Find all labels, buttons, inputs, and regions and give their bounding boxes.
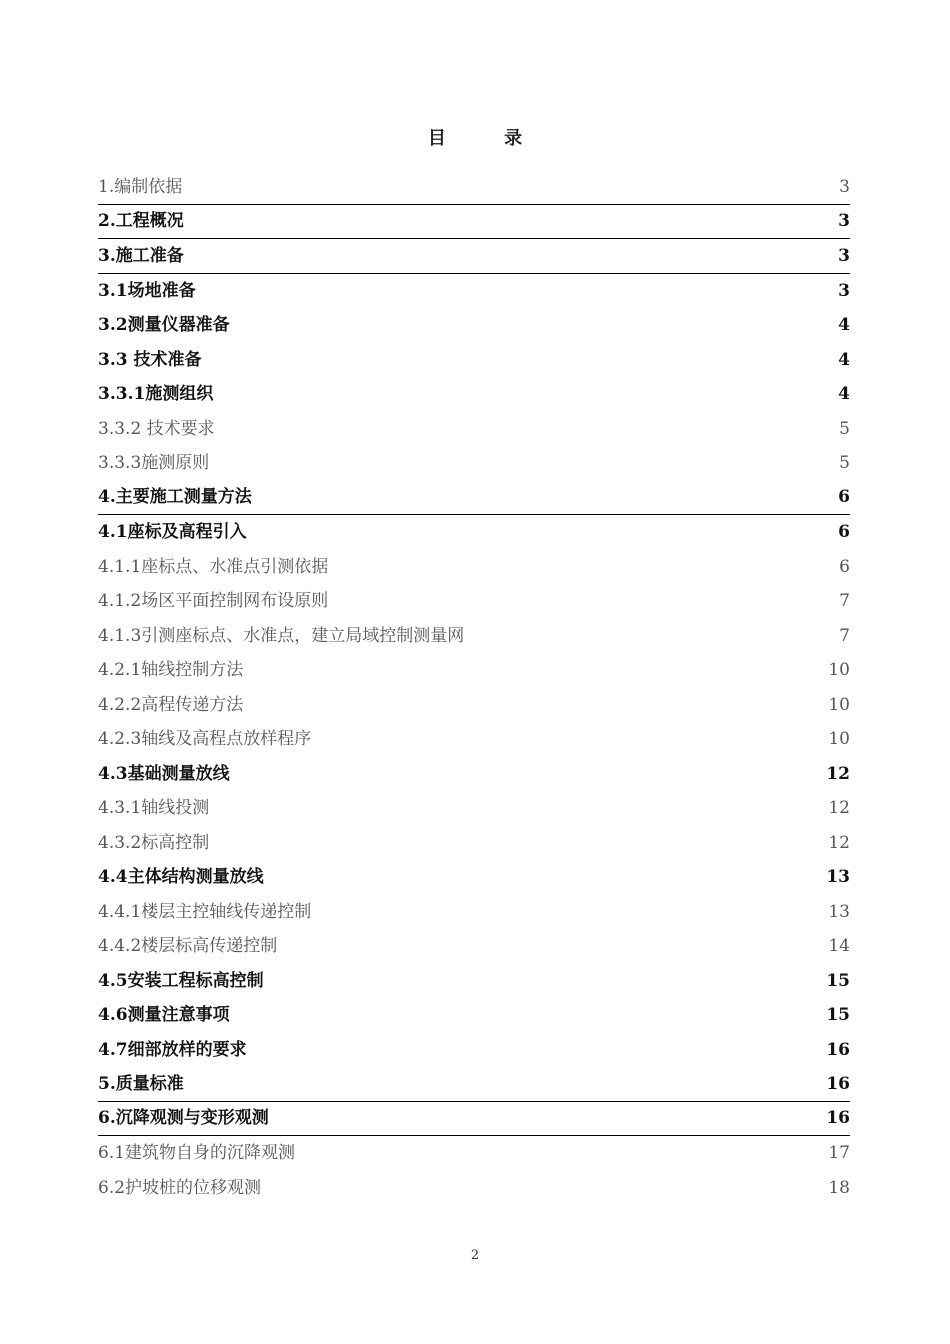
toc-entry-page-number: 12 bbox=[828, 832, 850, 853]
page-number: 2 bbox=[470, 1248, 480, 1263]
toc-entry-page-number: 6 bbox=[838, 522, 850, 543]
toc-entry-label: 3.施工准备 bbox=[98, 245, 184, 266]
toc-entry-label: 4.7细部放样的要求 bbox=[98, 1039, 247, 1060]
toc-entry[interactable] bbox=[98, 1102, 850, 1137]
toc-entry[interactable] bbox=[98, 205, 850, 240]
toc-entry-label: 4.1.1座标点、水准点引测依据 bbox=[98, 556, 329, 577]
toc-entry-page-number: 5 bbox=[839, 453, 850, 474]
toc-entry-label: 5.质量标准 bbox=[98, 1073, 184, 1094]
toc-entry-label: 3.2测量仪器准备 bbox=[98, 315, 230, 336]
toc-entry-label: 4.2.1轴线控制方法 bbox=[98, 660, 244, 681]
toc-entry[interactable] bbox=[98, 1033, 850, 1068]
toc-entry[interactable] bbox=[98, 481, 850, 516]
toc-entry-label: 3.3.1施测组织 bbox=[98, 384, 214, 405]
toc-entry-page-number: 16 bbox=[826, 1108, 850, 1129]
toc-entry-label: 4.2.2高程传递方法 bbox=[98, 694, 244, 715]
toc-entry-label: 4.5安装工程标高控制 bbox=[98, 970, 264, 991]
toc-entry-label: 4.3.1轴线投测 bbox=[98, 798, 210, 819]
toc-entry[interactable] bbox=[98, 239, 850, 274]
toc-entry-label: 3.3.3施测原则 bbox=[98, 453, 210, 474]
toc-entry-label: 6.1建筑物自身的沉降观测 bbox=[98, 1143, 296, 1164]
toc-entry-page-number: 12 bbox=[826, 763, 850, 784]
toc-entry-page-number: 10 bbox=[828, 729, 850, 750]
toc-title: 目 录 bbox=[427, 128, 549, 149]
toc-entry[interactable] bbox=[98, 515, 850, 550]
toc-entry[interactable] bbox=[98, 412, 850, 447]
toc-entry-page-number: 17 bbox=[828, 1143, 850, 1164]
toc-entry-label: 4.4.2楼层标高传递控制 bbox=[98, 936, 278, 957]
toc-entry-page-number: 16 bbox=[826, 1073, 850, 1094]
toc-entry-page-number: 3 bbox=[838, 245, 850, 266]
toc-entry[interactable] bbox=[98, 619, 850, 654]
toc-entry-label: 3.3 技术准备 bbox=[98, 349, 202, 370]
toc-entry[interactable] bbox=[98, 688, 850, 723]
toc-entry[interactable] bbox=[98, 308, 850, 343]
toc-entry-page-number: 4 bbox=[838, 349, 850, 370]
toc-entry[interactable] bbox=[98, 1171, 850, 1206]
toc-entry-label: 6.沉降观测与变形观测 bbox=[98, 1108, 269, 1129]
toc-entry-label: 4.主要施工测量方法 bbox=[98, 487, 252, 508]
toc-entry[interactable] bbox=[98, 343, 850, 378]
toc-entry-page-number: 16 bbox=[826, 1039, 850, 1060]
toc-entry-page-number: 3 bbox=[838, 280, 850, 301]
toc-entry-page-number: 4 bbox=[838, 315, 850, 336]
toc-entry[interactable] bbox=[98, 964, 850, 999]
toc-entry-label: 4.2.3轴线及高程点放样程序 bbox=[98, 729, 312, 750]
toc-entry-page-number: 6 bbox=[839, 556, 850, 577]
toc-entry[interactable] bbox=[98, 377, 850, 412]
toc-entry[interactable] bbox=[98, 446, 850, 481]
toc-entry-label: 4.6测量注意事项 bbox=[98, 1005, 230, 1026]
toc-entry[interactable] bbox=[98, 929, 850, 964]
toc-entry-page-number: 10 bbox=[828, 694, 850, 715]
toc-entry-label: 4.4主体结构测量放线 bbox=[98, 867, 264, 888]
toc-entry-label: 3.1场地准备 bbox=[98, 280, 196, 301]
toc-entry[interactable] bbox=[98, 550, 850, 585]
toc-entry-page-number: 7 bbox=[839, 625, 850, 646]
toc-entry-page-number: 13 bbox=[828, 901, 850, 922]
toc-entry[interactable] bbox=[98, 826, 850, 861]
toc-entry[interactable] bbox=[98, 653, 850, 688]
toc-entry[interactable] bbox=[98, 170, 850, 205]
toc-entry-page-number: 15 bbox=[826, 1005, 850, 1026]
toc-entry[interactable] bbox=[98, 791, 850, 826]
toc-entry-page-number: 6 bbox=[838, 487, 850, 508]
toc-entry-label: 4.4.1楼层主控轴线传递控制 bbox=[98, 901, 312, 922]
toc-entry-page-number: 13 bbox=[826, 867, 850, 888]
toc-entry[interactable] bbox=[98, 722, 850, 757]
toc-entry[interactable] bbox=[98, 584, 850, 619]
toc-entry-page-number: 3 bbox=[839, 176, 850, 197]
toc-entry-label: 4.1.3引测座标点、水准点，建立局域控制测量网 bbox=[98, 625, 465, 646]
toc-entry[interactable] bbox=[98, 860, 850, 895]
table-of-contents bbox=[98, 170, 850, 1205]
toc-entry[interactable] bbox=[98, 895, 850, 930]
toc-entry-label: 4.3.2标高控制 bbox=[98, 832, 210, 853]
toc-entry[interactable] bbox=[98, 998, 850, 1033]
toc-entry[interactable] bbox=[98, 274, 850, 309]
toc-entry-page-number: 12 bbox=[828, 798, 850, 819]
toc-entry-page-number: 14 bbox=[828, 936, 850, 957]
toc-entry-page-number: 15 bbox=[826, 970, 850, 991]
toc-entry-label: 1.编制依据 bbox=[98, 176, 183, 197]
toc-entry[interactable] bbox=[98, 757, 850, 792]
toc-entry-page-number: 7 bbox=[839, 591, 850, 612]
toc-entry-label: 4.1.2场区平面控制网布设原则 bbox=[98, 591, 329, 612]
toc-entry-page-number: 3 bbox=[838, 211, 850, 232]
toc-entry-label: 6.2护坡桩的位移观测 bbox=[98, 1177, 262, 1198]
toc-entry-page-number: 10 bbox=[828, 660, 850, 681]
toc-entry[interactable] bbox=[98, 1067, 850, 1102]
toc-entry-label: 4.3基础测量放线 bbox=[98, 763, 230, 784]
toc-entry-page-number: 18 bbox=[828, 1177, 850, 1198]
toc-entry-label: 4.1座标及高程引入 bbox=[98, 522, 247, 543]
toc-entry-label: 3.3.2 技术要求 bbox=[98, 418, 215, 439]
toc-entry-page-number: 5 bbox=[839, 418, 850, 439]
toc-entry[interactable] bbox=[98, 1136, 850, 1171]
toc-entry-page-number: 4 bbox=[838, 384, 850, 405]
toc-entry-label: 2.工程概况 bbox=[98, 211, 184, 232]
